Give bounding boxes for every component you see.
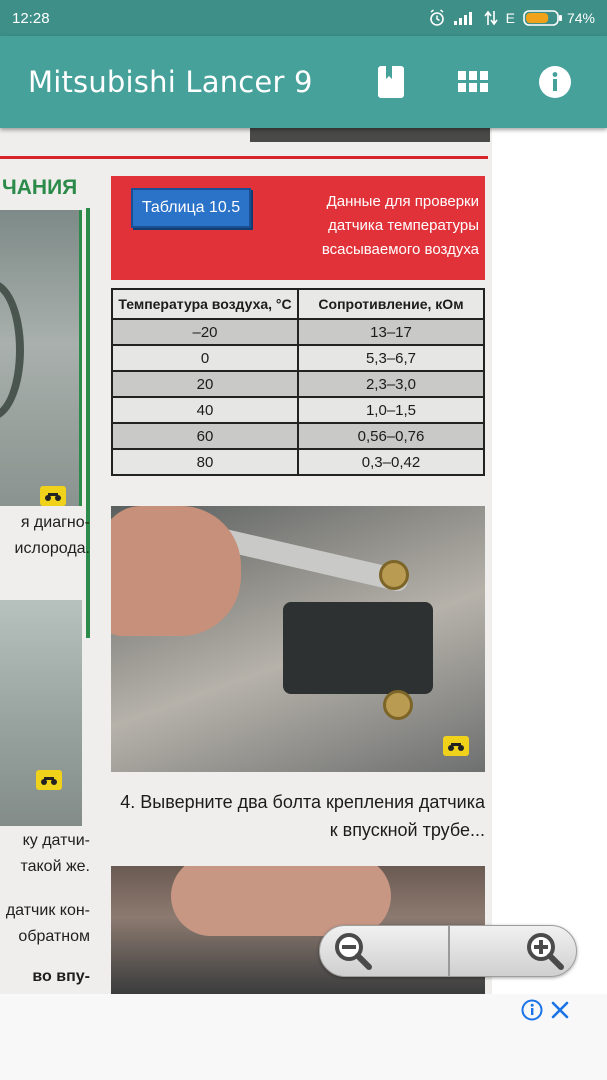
- table-10-5: [111, 176, 485, 476]
- zoom-out-icon: [334, 932, 372, 970]
- ad-banner: [0, 994, 607, 1080]
- left-text-1: я диагно- ислорода.: [14, 514, 90, 557]
- column-header-temperature: Температура воздуха, °С: [112, 289, 298, 319]
- zoom-in-icon: [526, 932, 564, 970]
- data-transfer-icon: [484, 10, 498, 26]
- table-cell: 5,3–6,7: [298, 345, 484, 371]
- page-header-fragment: [250, 128, 490, 142]
- left-column: [0, 168, 102, 994]
- status-time: 12:28: [12, 9, 50, 27]
- photo-caption: 4. Выверните два болта крепления датчика к впускной трубе...: [120, 792, 485, 840]
- table-cell: 0,3–0,42: [298, 449, 484, 475]
- zoom-out-button[interactable]: [320, 926, 450, 976]
- left-photo-top: [0, 210, 82, 506]
- gasket-ring: [0, 280, 24, 420]
- table-cell: 20: [112, 371, 298, 397]
- table-cell: –20: [112, 319, 298, 345]
- column-divider: [86, 208, 90, 638]
- sensor-photo: [111, 506, 485, 772]
- tool-icon: [43, 490, 63, 502]
- bookmark-icon: [377, 65, 405, 99]
- left-text-3: датчик кон- обратном: [5, 902, 90, 945]
- table-cell: 1,0–1,5: [298, 397, 484, 423]
- app-title: Mitsubishi Lancer 9: [28, 65, 313, 99]
- tool-icon: [446, 740, 466, 752]
- left-text-2: ку датчи- такой же.: [20, 832, 90, 875]
- table-caption: Данные для проверки датчика температуры всасываемого воздуха: [321, 193, 479, 258]
- table-number-tag: Таблица 10.5: [131, 188, 251, 228]
- column-header-resistance: Сопротивление, кОм: [298, 289, 484, 319]
- ad-info-icon: [521, 999, 543, 1021]
- network-type: E: [505, 10, 515, 26]
- info-icon: [538, 65, 572, 99]
- info-button[interactable]: [531, 58, 579, 106]
- battery-icon: [523, 10, 563, 26]
- table-row: [112, 423, 484, 449]
- status-icons: [428, 9, 595, 27]
- table-row: [112, 449, 484, 475]
- left-photo-middle: [0, 600, 82, 826]
- zoom-control: [319, 925, 577, 977]
- signal-icon: [454, 11, 476, 25]
- battery-indicator: [523, 10, 595, 26]
- grid-icon: [458, 71, 488, 93]
- table-row: [112, 371, 484, 397]
- table-cell: 2,3–3,0: [298, 371, 484, 397]
- left-column-heading: ЧАНИЯ: [2, 176, 78, 199]
- close-icon: [548, 998, 572, 1022]
- difficulty-badge: [443, 736, 469, 756]
- table-row: [112, 319, 484, 345]
- contents-grid-button[interactable]: [449, 58, 497, 106]
- app-bar: [0, 36, 607, 128]
- bookmark-button[interactable]: [367, 58, 415, 106]
- bolt: [383, 690, 413, 720]
- ad-info-button[interactable]: [521, 999, 543, 1026]
- left-text-4: во впу-: [32, 968, 90, 985]
- table-cell: 40: [112, 397, 298, 423]
- table-cell: 0,56–0,76: [298, 423, 484, 449]
- bolt: [379, 560, 409, 590]
- tool-icon: [39, 774, 59, 786]
- table-row: [112, 345, 484, 371]
- page-viewer[interactable]: [0, 128, 607, 994]
- table-cell: 0: [112, 345, 298, 371]
- difficulty-badge: [36, 770, 62, 790]
- alarm-icon: [428, 9, 446, 27]
- difficulty-badge: [40, 486, 66, 506]
- scanned-page: [0, 128, 492, 994]
- table-cell: 60: [112, 423, 298, 449]
- zoom-in-button[interactable]: [450, 926, 576, 976]
- table-cell: 80: [112, 449, 298, 475]
- ad-close-button[interactable]: [548, 998, 572, 1027]
- table-row: [112, 397, 484, 423]
- battery-percent: 74%: [566, 10, 595, 26]
- status-bar: [0, 0, 607, 36]
- app-actions: [333, 58, 579, 106]
- sensor-data-table: [111, 288, 485, 476]
- page-header-rule: [0, 156, 488, 159]
- hand: [111, 506, 241, 636]
- table-header-banner: [111, 176, 485, 280]
- table-cell: 13–17: [298, 319, 484, 345]
- temperature-sensor: [283, 602, 433, 694]
- table-header-row: [112, 289, 484, 319]
